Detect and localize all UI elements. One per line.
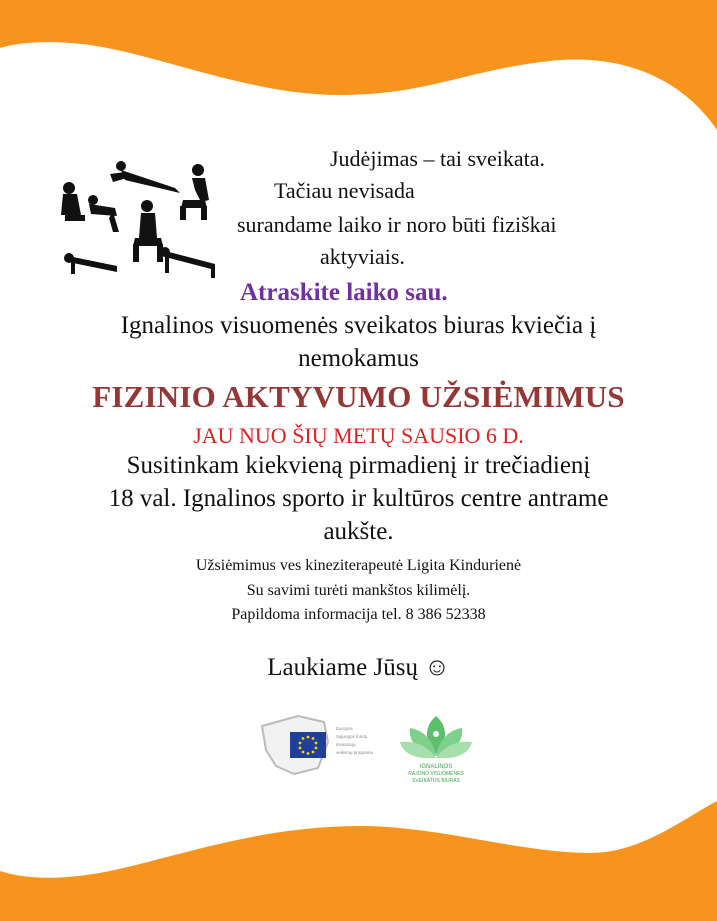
bureau-caption-1: IGNALINOS: [419, 764, 453, 770]
intro-line-1: Judėjimas – tai sveikata.: [330, 146, 546, 171]
intro-line-3: surandame laiko ir noro būti fiziškai: [237, 212, 557, 237]
bring-mat-info: Su savimi turėti mankštos kilimėlį.: [246, 582, 471, 599]
bureau-caption-3: SVEIKATOS BIURAS: [412, 778, 460, 784]
sponsor-logos: [258, 712, 498, 792]
intro-line-4: aktyviais.: [320, 244, 405, 269]
main-headline: FIZINIO AKTYVUMO UŽSIĖMIMUS: [92, 379, 625, 414]
invite-line-2: nemokamus: [298, 345, 419, 372]
instructor-info: Užsiėmimus ves kineziterapeutė Ligita Kindurienė: [195, 557, 522, 574]
meeting-line-1: Susitinkam kiekvieną pirmadienį ir trečiadienį: [126, 452, 591, 479]
eu-caption-3: investicijų: [336, 742, 356, 747]
meeting-line-3: aukšte.: [323, 518, 394, 545]
invite-line-1: Ignalinos visuomenės sveikatos biuras kviečia į: [120, 312, 597, 339]
top-orange-wave: [0, 0, 717, 170]
bureau-caption-2: RAJONO VISUOMENĖS: [408, 771, 464, 777]
eu-caption-2: Sąjungos fondų: [336, 734, 368, 739]
fitness-silhouettes-icon: [55, 160, 225, 285]
eu-caption-1: Europos: [336, 726, 353, 731]
intro-line-2: Tačiau nevisada: [274, 178, 415, 203]
lotus-health-bureau-logo-icon: [400, 716, 472, 784]
start-date-line: JAU NUO ŠIŲ METŲ SAUSIO 6 D.: [193, 423, 524, 448]
closing-greeting: Laukiame Jūsų ☺: [267, 654, 450, 681]
bottom-orange-wave: [0, 781, 717, 921]
eu-caption-4: veiksmų programa: [336, 750, 374, 755]
call-to-action-heading: Atraskite laiko sau.: [240, 279, 448, 306]
eu-flag-lithuania-logo-icon: [262, 716, 374, 774]
meeting-line-2: 18 val. Ignalinos sporto ir kultūros centre antrame: [108, 485, 609, 512]
phone-info: Papildoma informacija tel. 8 386 52338: [231, 606, 486, 623]
